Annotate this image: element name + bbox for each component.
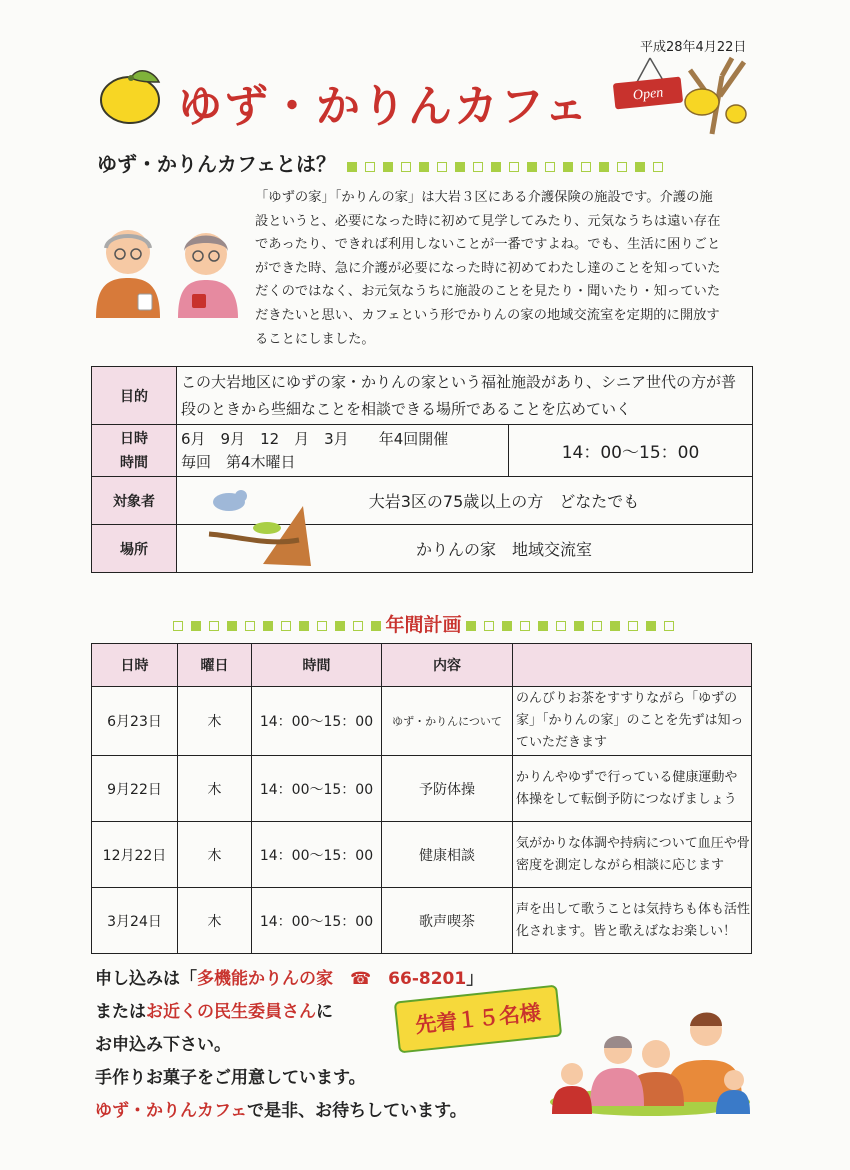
datetime-cell <box>177 425 509 477</box>
schedule-table <box>91 643 752 954</box>
footer-contact: 多機能かりんの家 ☎ 66-8201 <box>197 969 467 989</box>
header-date: 日時 <box>92 644 178 687</box>
footer-line-5-b: で是非、お待ちしています。 <box>247 1101 467 1121</box>
row-dow: 木 <box>178 888 252 954</box>
row-time: 14：00〜15：00 <box>252 822 382 888</box>
footer-cafe-name: ゆず・かりんカフェ <box>95 1101 248 1121</box>
row-time: 14：00〜15：00 <box>252 888 382 954</box>
footer-welfare-officer: お近くの民生委員さん <box>146 1002 316 1022</box>
place-text: かりんの家 地域交流室 <box>177 525 753 573</box>
footer-line-1-a: 申し込みは「 <box>95 969 197 989</box>
plan-heading-text: 年間計画 <box>385 614 462 636</box>
time-text: 14：00〜15：00 <box>509 425 753 477</box>
footer-line-4: 手作りお菓子をご用意しています。 <box>95 1068 366 1088</box>
footer-line-2-c: に <box>316 1002 333 1022</box>
footer-line-3: お申込み下さい。 <box>95 1035 231 1055</box>
header-description <box>513 644 752 687</box>
open-sign-text: Open <box>632 85 665 104</box>
purpose-text: この大岩地区にゆずの家・かりんの家という福祉施設があり、シニア世代の方が普段のときから些細なことを相談できる場所であることを広めていく <box>177 367 753 425</box>
elderly-couple-illustration <box>92 222 244 322</box>
schedule-header-row <box>92 644 752 687</box>
row-description: のんびりお茶をすすりながら「ゆずの家」「かりんの家」のことを先ずは知っていただきます <box>513 687 752 756</box>
header-time: 時間 <box>252 644 382 687</box>
row-description: 声を出して歌うことは気持ちも体も活性化されます。皆と歌えばなお楽しい！ <box>513 888 752 954</box>
row-dow: 木 <box>178 687 252 756</box>
table-row <box>92 822 752 888</box>
row-date: 3月24日 <box>92 888 178 954</box>
row-content: 健康相談 <box>382 822 513 888</box>
header-dow: 曜日 <box>178 644 252 687</box>
target-text: 大岩3区の75歳以上の方 どなたでも <box>177 477 753 525</box>
about-heading-text: ゆず・かりんカフェとは？ <box>97 152 336 176</box>
datetime-label-time: 時間 <box>120 454 148 471</box>
footer-line-1 <box>95 963 483 996</box>
first-15-badge: 先着１５名様 <box>394 985 563 1054</box>
table-row <box>92 888 752 954</box>
family-group-illustration <box>546 1002 752 1118</box>
row-date: 12月22日 <box>92 822 178 888</box>
about-heading <box>97 148 667 178</box>
info-table <box>91 366 753 573</box>
datetime-label <box>92 425 177 477</box>
row-time: 14：00〜15：00 <box>252 756 382 822</box>
plan-heading <box>91 610 756 637</box>
yuzu-fruit-icon <box>97 66 165 126</box>
row-content: 歌声喫茶 <box>382 888 513 954</box>
row-date: 6月23日 <box>92 687 178 756</box>
plan-decoration-left <box>169 615 385 637</box>
row-time: 14：00〜15：00 <box>252 687 382 756</box>
issue-date: 平成28年4月22日 <box>640 40 747 55</box>
footer-line-1-c: 」 <box>466 969 484 989</box>
row-description: かりんやゆずで行っている健康運動や体操をして転倒予防につなげましょう <box>513 756 752 822</box>
months-text: 6月 9月 12 月 3月 年4回開催 <box>181 429 449 448</box>
target-label: 対象者 <box>92 477 177 525</box>
intro-paragraph: 「ゆずの家」「かりんの家」は大岩３区にある介護保険の施設です。介護の施 設というと、必要になった時に初めて見学してみたり、元気なうちは遠い存在 であったり、できれば利用しないことが一番ですよね。でも、生活に困りごと ができた時、急に介護が必要になった時に初めてわたし達のことを知っていた だくのではなく、お元気なうちに施設のことを見たり・聞いたり・知っていた だきたいと思い、カフェという形でかりんの家の地域交流室を定期的に開放す ることにしました。 <box>255 190 721 347</box>
bird-nest-illustration <box>207 482 311 570</box>
open-sign-icon <box>612 56 752 136</box>
datetime-label-date: 日時 <box>120 430 148 447</box>
purpose-row <box>92 367 753 425</box>
table-row <box>92 687 752 756</box>
target-row <box>92 477 753 525</box>
row-date: 9月22日 <box>92 756 178 822</box>
row-content: 予防体操 <box>382 756 513 822</box>
footer-line-5 <box>95 1095 483 1128</box>
heading-decoration <box>343 154 667 178</box>
place-row <box>92 525 753 573</box>
row-content: ゆず・かりんについて <box>382 687 513 756</box>
day-text: 毎回 第4木曜日 <box>181 452 296 471</box>
page-title: ゆず・かりんカフェ <box>178 81 590 132</box>
place-label: 場所 <box>92 525 177 573</box>
row-dow: 木 <box>178 756 252 822</box>
purpose-label: 目的 <box>92 367 177 425</box>
footer-line-2-a: または <box>95 1002 146 1022</box>
table-row <box>92 756 752 822</box>
row-description: 気がかりな体調や持病について血圧や骨密度を測定しながら相談に応じます <box>513 822 752 888</box>
datetime-row <box>92 425 753 477</box>
header-content: 内容 <box>382 644 513 687</box>
plan-decoration-right <box>462 615 678 637</box>
row-dow: 木 <box>178 822 252 888</box>
